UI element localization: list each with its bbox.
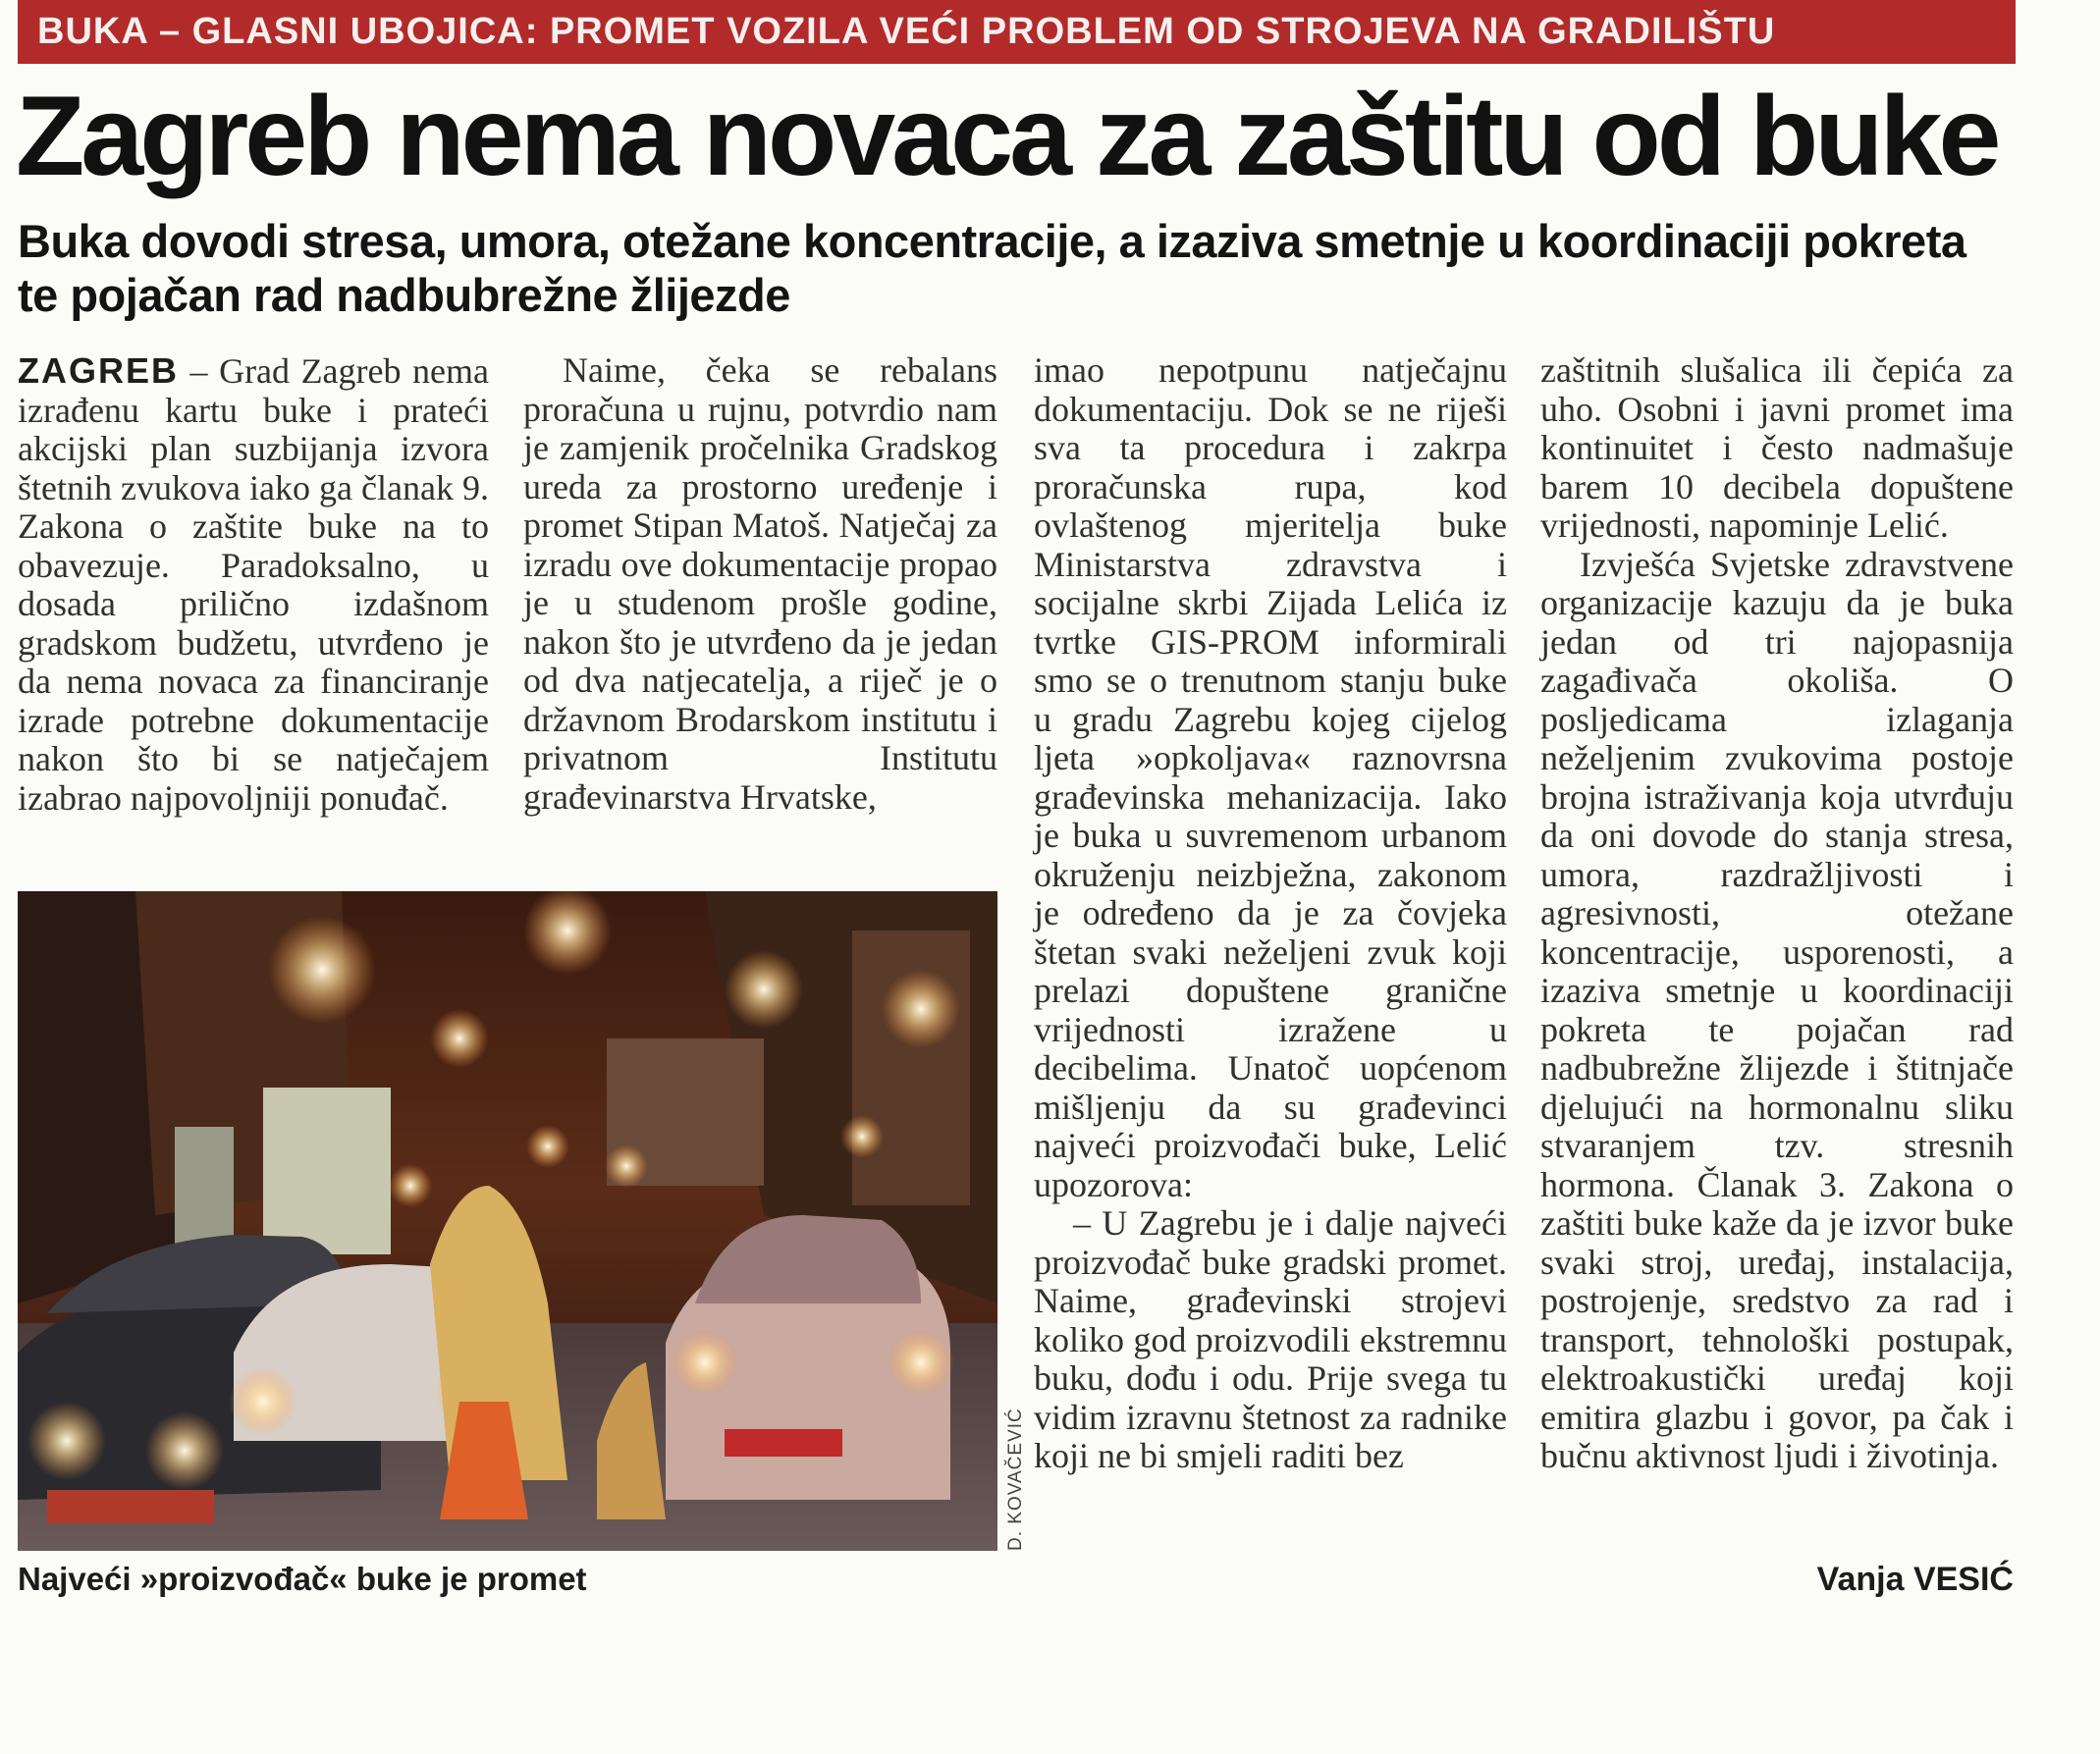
section-banner	[18, 0, 2016, 64]
quote-paragraph: – U Zagrebu je i dalje najveći proizvođač buke gradski promet. Naime, građevinski strojevi koliko god proizvodili ekstremnu buku, dođu i odu. Prije svega tu vidim izravnu štetnost za radnike koji ne bi smjeli raditi bez	[1034, 1203, 1507, 1475]
banner-text: BUKA – GLASNI UBOJICA: PROMET VOZILA VEĆI PROBLEM OD STROJEVA NA GRADILIŠTU	[37, 11, 1776, 52]
article-text: – Grad Zagreb nema izrađenu kartu buke i prateći akcijski plan suzbijanja izvora štetnih zvukova iako ga članak 9. Zakona o zaštite buke na to obavezuje. Paradoksalno, u dosada prilično izdašnom gradskom budžetu, utvrđeno je da nema novaca za financiranje izrade potrebne dokumentacije nakon što bi se natječajem izabrao najpovoljniji ponuđač.	[18, 351, 489, 818]
subheadline: Buka dovodi stresa, umora, otežane koncentracije, a izaziva smetnje u koordinaciji pokreta te pojačan rad nadbubrežne žlijezde	[18, 215, 1966, 321]
article-column-4	[1540, 351, 2014, 1476]
article-column-3	[1034, 351, 1507, 1476]
article-column-2	[523, 351, 997, 817]
article-column-1	[18, 351, 489, 818]
author-byline: Vanja VESIĆ	[1816, 1561, 2014, 1598]
article-paragraph: Izvješća Svjetske zdravstvene organizacije kazuju da je buka jedan od tri najopasnija zagađivača okoliša. O posljedicama izlaganja neželjenim zvukovima postoje brojna istraživanja koja utvrđuju da oni dovode do stanja stresa, umora, razdražljivosti i agresivnosti, otežane koncentracije, usporenosti, a izaziva smetnje u koordinaciji pokreta te pojačan rad nadbubrežne žlijezde i štitnjače djelujući na hormonalnu sliku stvaranjem tzv. stresnih hormona. Članak 3. Zakona o zaštiti buke kaže da je izvor buke svaki stroj, uređaj, instalacija, postrojenje, sredstvo za rad i transport, tehnološki postupak, elektroakustički uređaj koji emitira glazbu i govor, pa čak i bučnu aktivnost ljudi i životinja.	[1540, 544, 2014, 1475]
article-paragraph: imao nepotpunu natječajnu dokumentaciju. Dok se ne riješi sva ta procedura i zakrpa proračunska rupa, kod ovlaštenog mjeritelja buke Ministarstva zdravstva i socijalne skrbi Zijada Lelića iz tvrtke GIS-PROM informirali smo se o trenutnom stanju buke u gradu Zagrebu kojeg cijelog ljeta »opkoljava« raznovrsna građevinska mehanizacija. Iako je buka u suvremenom urbanom okruženju neizbježna, zakonom je određeno da je za čovjeka štetan svaki neželjeni zvuk koji prelazi dopuštene granične vrijednosti izražene u decibelima. Unatoč uopćenom mišljenju da su građevinci najveći proizvođači buke, Lelić upozorova:	[1034, 350, 1507, 1204]
photo-credit: D. KOVAČEVIĆ	[1005, 1408, 1026, 1551]
article-paragraph: Naime, čeka se rebalans proračuna u rujnu, potvrdio nam je zamjenik pročelnika Gradskog ureda za prostorno uređenje i promet Stipan Matoš. Natječaj za izradu ove dokumentacije propao je u studenom prošle godine, nakon što je utvrđeno da je jedan od dva natjecatelja, a riječ je o državnom Brodarskom institutu i privatnom Institutu građevinarstva Hrvatske,	[523, 350, 997, 817]
article-paragraph: zaštitnih slušalica ili čepića za uho. Osobni i javni promet ima kontinuitet i često nadmašuje barem 10 decibela dopuštene vrijednosti, napominje Lelić.	[1540, 350, 2014, 545]
photo-caption: Najveći »proizvođač« buke je promet	[18, 1561, 587, 1597]
headline: Zagreb nema novaca za zaštitu od buke	[16, 74, 1998, 199]
dateline: ZAGREB	[18, 350, 179, 391]
night-traffic-photo	[18, 891, 997, 1551]
article-paragraph	[18, 351, 489, 818]
